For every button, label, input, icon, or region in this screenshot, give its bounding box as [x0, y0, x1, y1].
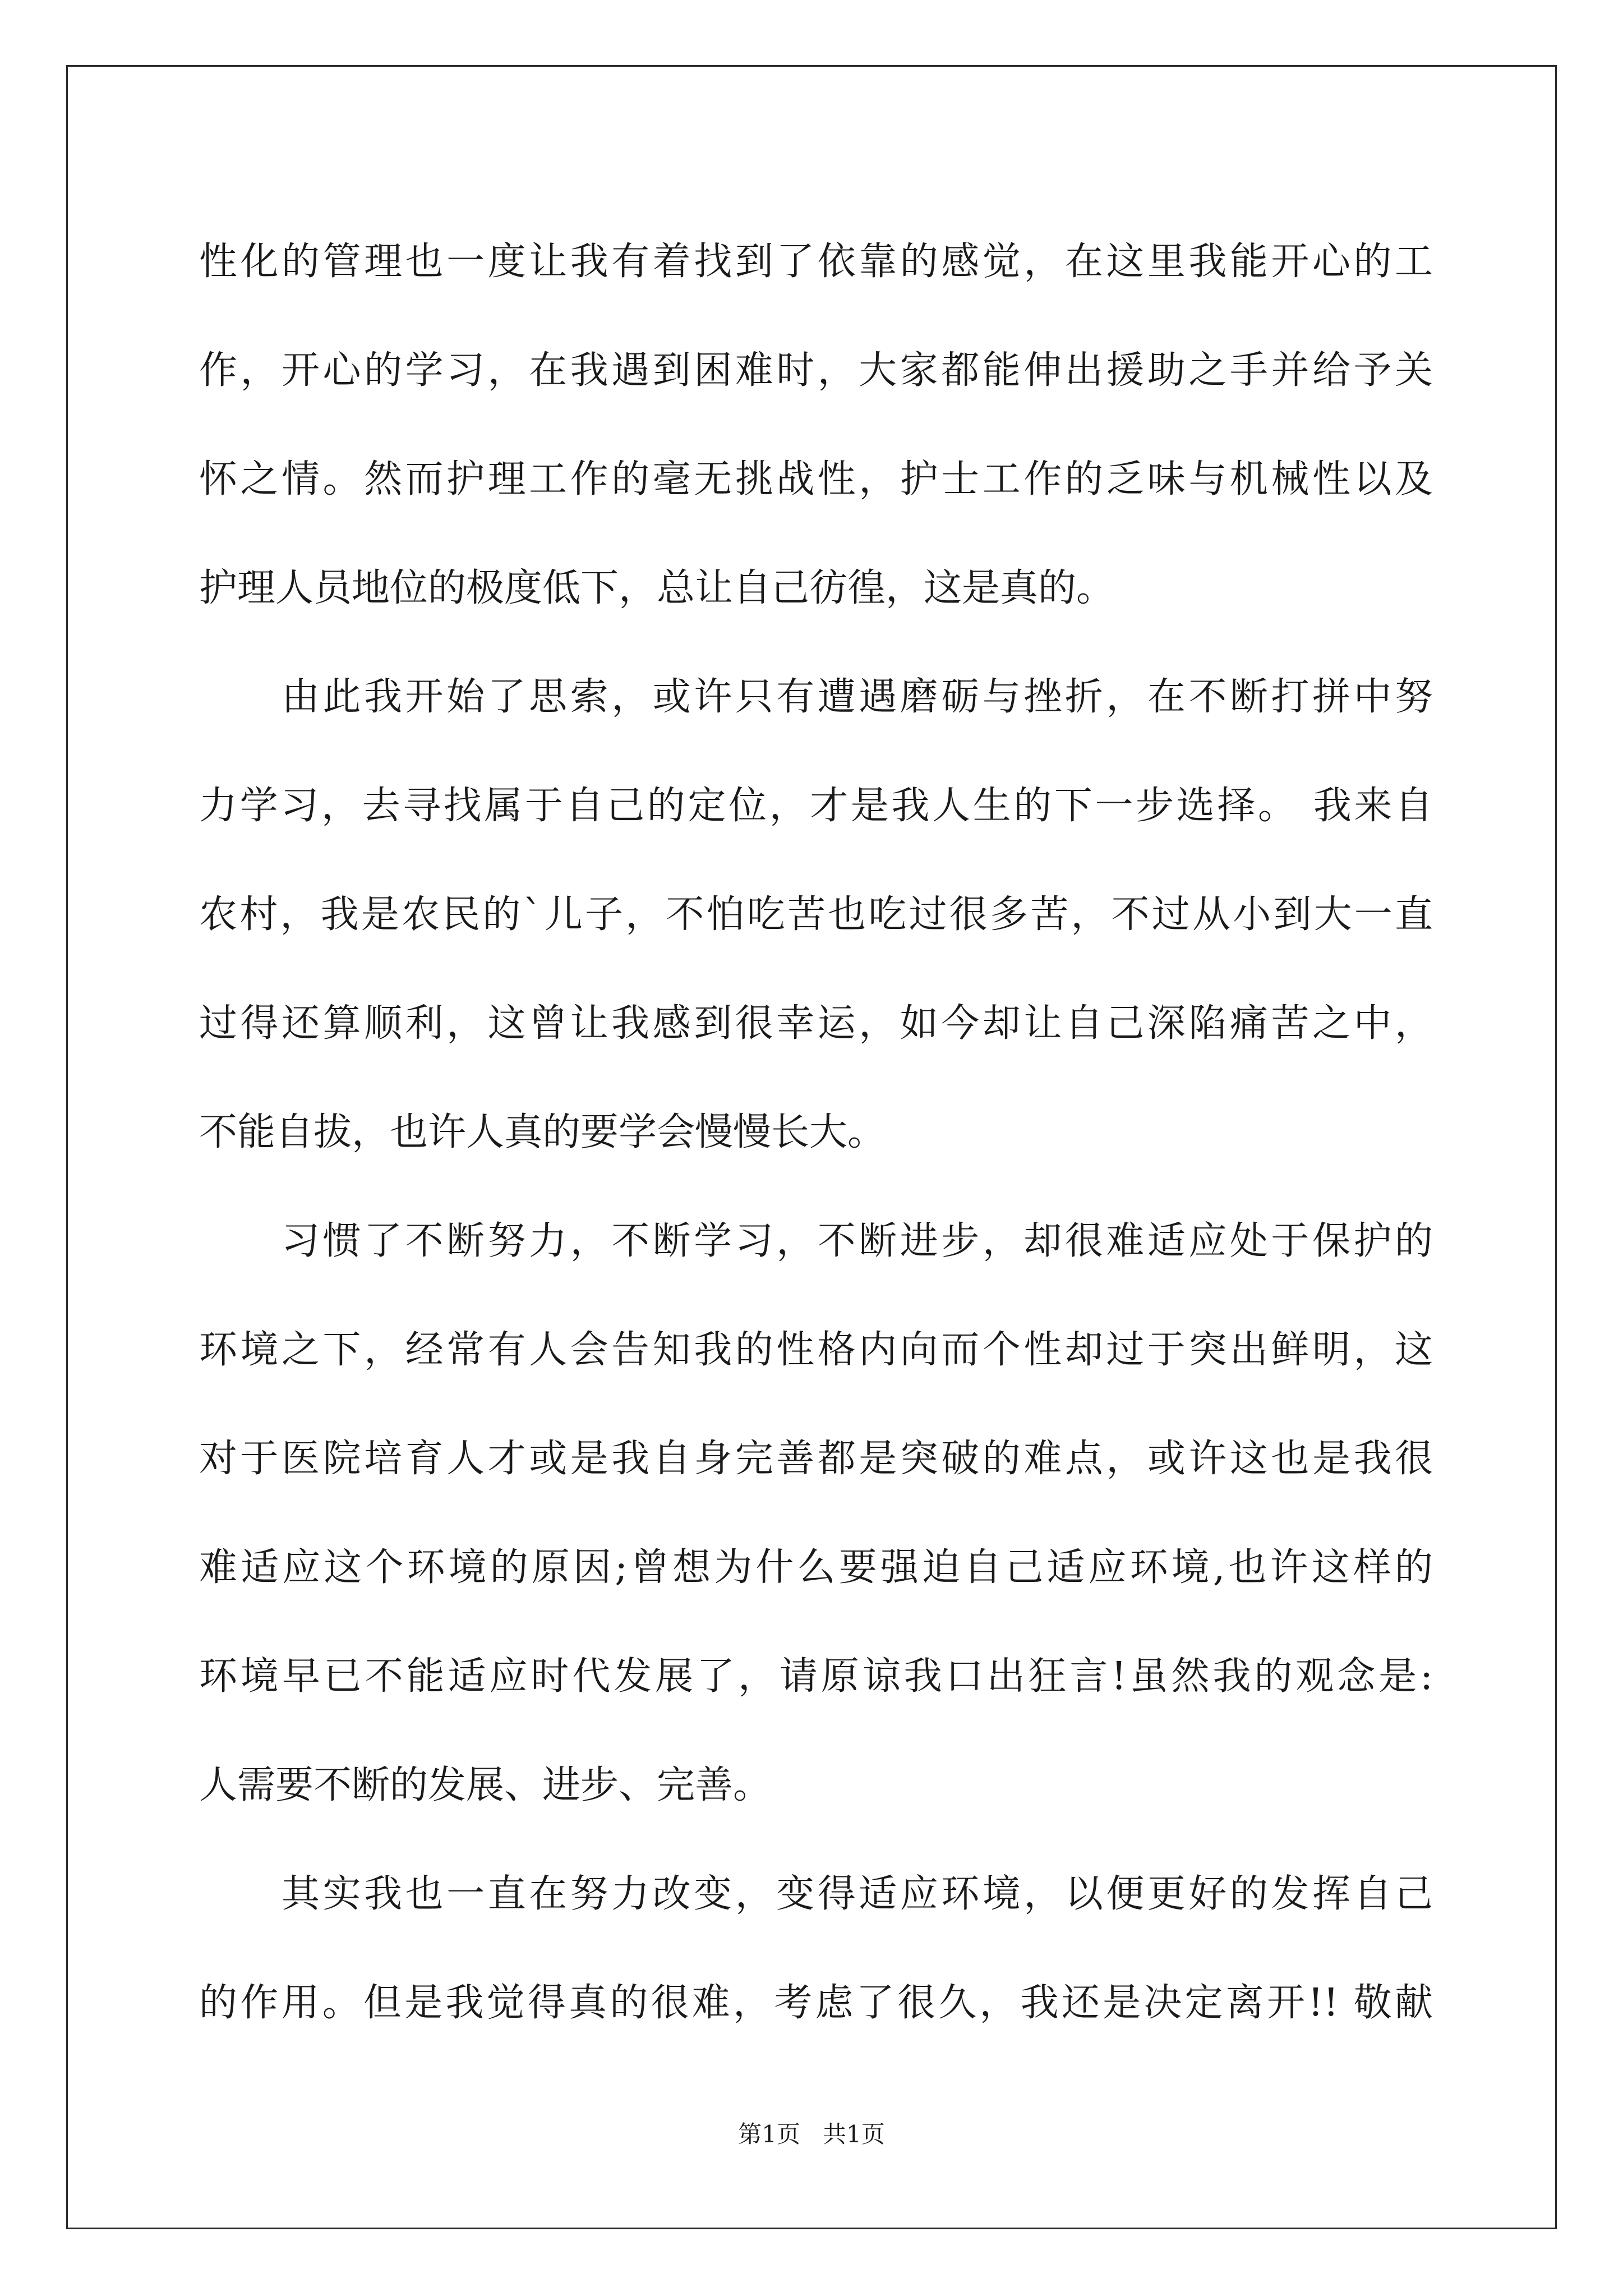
text-line: 性化的管理也一度让我有着找到了依靠的感觉，在这里我能开心的工: [199, 240, 1433, 284]
text-line: 过得还算顺利，这曾让我感到很幸运，如今却让自己深陷痛苦之中，: [199, 1001, 1433, 1046]
document-body: [199, 208, 1433, 2058]
text-line: 人需要不断的发展、进步、完善。: [199, 1763, 772, 1807]
text-line: 的作用。但是我觉得真的很难，考虑了很久，我还是决定离开!! 敬献: [199, 1981, 1433, 2025]
text-line: 怀之情。然而护理工作的毫无挑战性，护士工作的乏味与机械性以及: [199, 457, 1433, 501]
text-line: 不能自拔，也许人真的要学会慢慢长大。: [199, 1110, 886, 1154]
page-number: 第1页 共1页: [738, 2120, 885, 2148]
text-line: 由此我开始了思索，或许只有遭遇磨砺与挫折，在不断打拼中努: [282, 675, 1433, 719]
text-line: 护理人员地位的极度低下，总让自己彷徨，这是真的。: [199, 566, 1115, 610]
text-line: 力学习，去寻找属于自己的定位，才是我人生的下一步选择。 我来自: [199, 784, 1433, 828]
text-line: 环境早已不能适应时代发展了，请原谅我口出狂言!虽然我的观念是:: [199, 1654, 1433, 1699]
text-line: 习惯了不断努力，不断学习，不断进步，却很难适应处于保护的: [282, 1219, 1433, 1263]
text-line: 环境之下，经常有人会告知我的性格内向而个性却过于突出鲜明，这: [199, 1328, 1433, 1372]
text-line: 作，开心的学习，在我遇到困难时，大家都能伸出援助之手并给予关: [199, 348, 1433, 393]
text-line: 其实我也一直在努力改变，变得适应环境，以便更好的发挥自己: [282, 1872, 1433, 1916]
text-line: 农村，我是农民的`儿子，不怕吃苦也吃过很多苦，不过从小到大一直: [199, 892, 1433, 937]
text-line: 难适应这个环境的原因;曾想为什么要强迫自己适应环境,也许这样的: [199, 1545, 1433, 1590]
text-line: 对于医院培育人才或是我自身完善都是突破的难点，或许这也是我很: [199, 1437, 1433, 1481]
page-footer: [0, 2116, 1623, 2150]
